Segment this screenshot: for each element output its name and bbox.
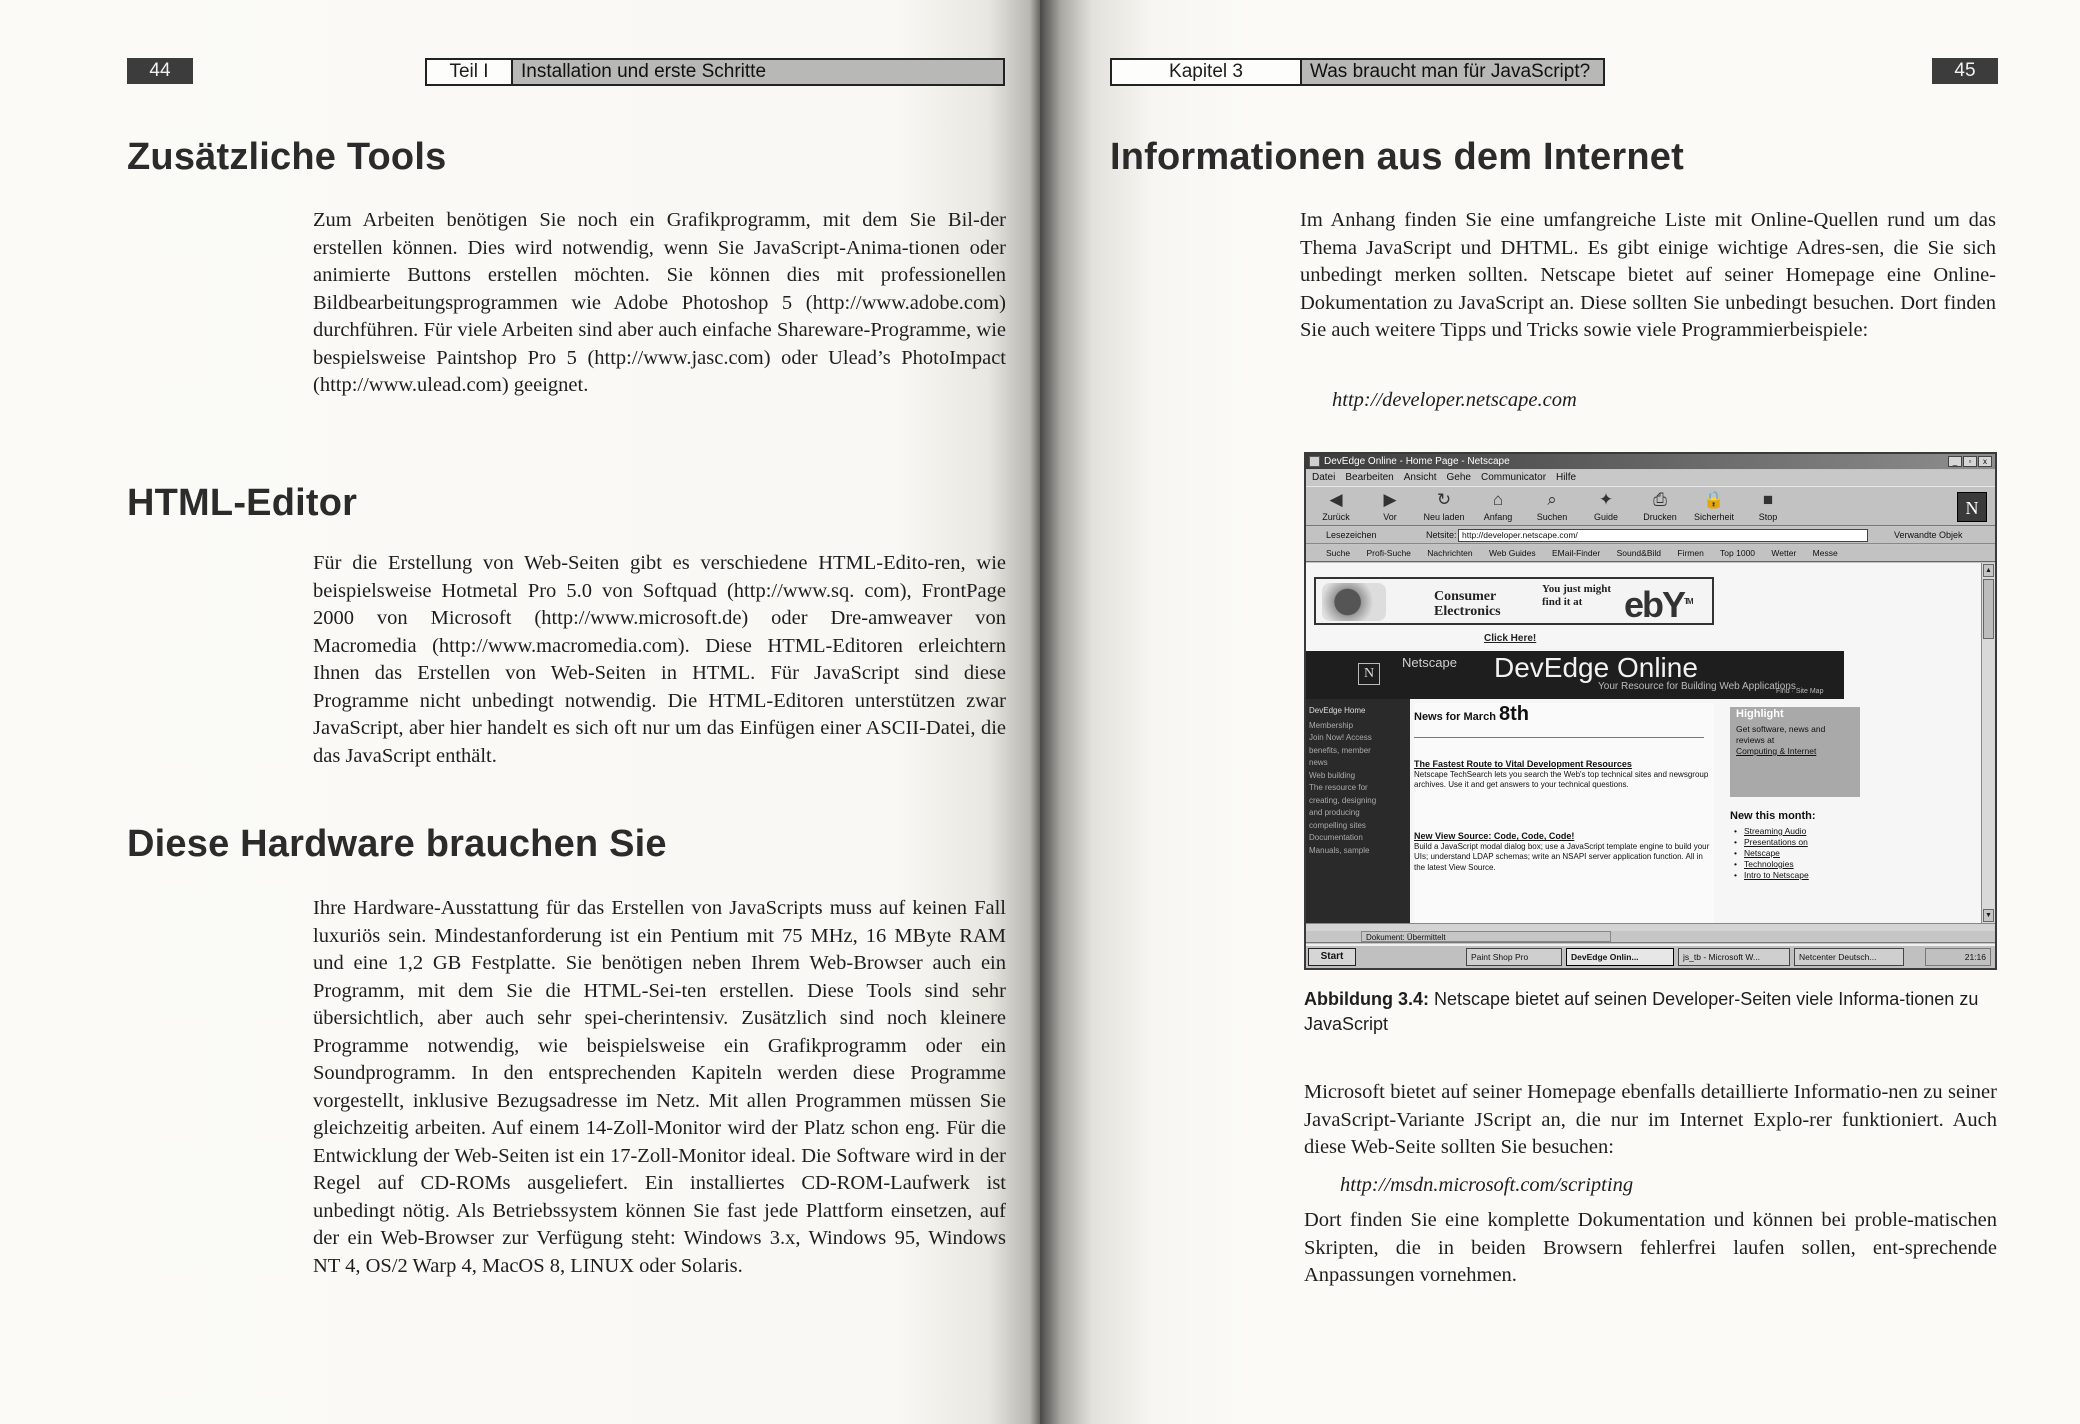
- paragraph: Zum Arbeiten benötigen Sie noch ein Grafikprogramm, mit dem Sie Bil-der erstellen können. Dies wird notwendig, wenn Sie JavaScript-Anima-tionen oder animierte Buttons erstellen möchten. Sie können dies mit professionellen Bildbearbeitungsprogrammen wie Adobe Photoshop 5 (http://www.adobe.com) durchführen. Für viele Arbeiten sind aber auch einfache Shareware-Programme, wie bespielsweise Paintshop Pro 5 (http://www.jasc.com) oder Ulead’s PhotoImpact (http://www.ulead.com) geeignet.: [313, 209, 1006, 396]
- news-heading: [1414, 703, 1529, 725]
- vertical-scrollbar: [1981, 563, 1995, 923]
- status-bar: [1306, 931, 1995, 943]
- article: [1414, 759, 1714, 791]
- home-icon: ⌂: [1492, 490, 1504, 509]
- horizontal-scrollbar: [1306, 923, 1995, 931]
- toolbar-label: Suchen: [1536, 512, 1568, 522]
- toolbar-label: Sicherheit: [1693, 512, 1735, 522]
- section-heading: Informationen aus dem Internet: [1110, 136, 1684, 178]
- menu-item: Communicator: [1481, 472, 1547, 483]
- taskbar-item-active: DevEdge Onlin...: [1566, 948, 1674, 966]
- running-head-title: Was braucht man für JavaScript?: [1302, 60, 1603, 84]
- banner-title: DevEdge Online: [1494, 652, 1698, 683]
- list-item: • Streaming Audio: [1734, 826, 1880, 837]
- running-head-part: Teil I: [427, 60, 513, 84]
- ad-tagline: You just might find it at: [1542, 583, 1612, 608]
- banner-tagline: Your Resource for Building Web Applications: [1598, 681, 1796, 692]
- toolbar-button-search: [1526, 490, 1578, 522]
- link-item: Wetter: [1771, 548, 1797, 558]
- figure-browser-screenshot: [1304, 452, 1997, 970]
- forward-arrow-icon: ▶: [1383, 490, 1397, 509]
- ad-headline: [1434, 589, 1501, 619]
- banner-netscape: Netscape: [1402, 655, 1457, 670]
- windows-taskbar: [1306, 944, 1995, 968]
- minimize-icon: _: [1948, 456, 1962, 467]
- section-heading: Diese Hardware brauchen Sie: [127, 823, 667, 865]
- reload-icon: ↻: [1436, 490, 1452, 509]
- running-head: [425, 58, 1005, 86]
- sidebar-item: Manuals, sample: [1309, 845, 1370, 855]
- link-item: Nachrichten: [1427, 548, 1473, 558]
- taskbar-clock: 21:16: [1925, 948, 1991, 966]
- sidebar-item: DevEdge Home: [1309, 706, 1366, 715]
- location-label: Netsite:: [1426, 530, 1457, 540]
- bookmarks-button: Lesezeichen: [1326, 530, 1377, 540]
- sidebar-item: news: [1309, 758, 1328, 767]
- highlight-box: [1730, 707, 1860, 797]
- toolbar-label: Stop: [1758, 512, 1778, 522]
- menu-item: Gehe: [1446, 472, 1471, 483]
- taskbar-item: js_tb - Microsoft W...: [1678, 948, 1790, 966]
- toolbar-label: Drucken: [1643, 512, 1677, 522]
- news-day: 8th: [1498, 703, 1529, 725]
- toolbar-label: Neu laden: [1423, 512, 1465, 522]
- list-item: • Intro to Netscape: [1734, 870, 1880, 881]
- sidebar-item: benefits, member: [1309, 745, 1371, 755]
- highlight-column: [1730, 707, 1880, 923]
- link-item: Suche: [1326, 548, 1351, 558]
- window-buttons: [1948, 456, 1992, 467]
- sidebar-item: creating, designing: [1309, 795, 1377, 805]
- link-item: EMail-Finder: [1552, 548, 1601, 558]
- toolbar-label: Guide: [1593, 512, 1619, 522]
- toolbar-button-guide: [1580, 490, 1632, 522]
- personal-toolbar: [1306, 545, 1995, 562]
- caption-label: Abbildung 3.4:: [1304, 989, 1429, 1009]
- news-column: [1414, 703, 1714, 923]
- sidebar-item: The resource for: [1309, 783, 1368, 792]
- trademark: TM: [1684, 597, 1692, 606]
- ad-line: Consumer: [1434, 589, 1497, 604]
- running-head: [1110, 58, 1605, 86]
- list-item: • Presentations on: [1734, 837, 1880, 848]
- site-sidebar: [1306, 699, 1410, 923]
- paragraph: Im Anhang finden Sie eine umfangreiche Liste mit Online-Quellen rund um das Thema JavaScript und DHTML. Es gibt einige wichtige Adres-sen, die Sie sich unbedingt merken sollten. Netscape bietet auf seiner Homepage eine Online-Dokumentation zu JavaScript an. Diese sollten Sie unbedingt besuchen. Dort finden Sie auch weitere Tipps und Tricks sowie viele Programmierbeispiele:: [1300, 209, 1996, 341]
- highlight-link: Computing & Internet: [1736, 746, 1817, 756]
- toolbar-button-reload: [1418, 490, 1470, 522]
- search-icon: ⌕: [1547, 490, 1557, 509]
- section-heading: Zusätzliche Tools: [127, 136, 447, 178]
- stop-icon: ■: [1762, 490, 1774, 509]
- toolbar-label: Anfang: [1483, 512, 1513, 522]
- toolbar-label: Vor: [1383, 512, 1397, 522]
- browser-toolbar: [1306, 486, 1995, 526]
- article-body: Netscape TechSearch lets you search the Web's top technical sites and newsgroup archives. Use it and get answers to your technical questions.: [1414, 769, 1709, 789]
- close-icon: x: [1978, 456, 1992, 467]
- sidebar-item: compelling sites: [1309, 820, 1366, 830]
- sidebar-item: Documentation: [1309, 833, 1363, 842]
- highlight-title: Highlight: [1736, 708, 1784, 720]
- browser-titlebar: [1306, 454, 1995, 469]
- ad-line: Electronics: [1434, 604, 1501, 619]
- menu-item: Ansicht: [1403, 472, 1437, 483]
- guide-icon: ✦: [1598, 490, 1614, 509]
- list-item: • Technologies: [1734, 859, 1880, 870]
- devedge-banner: [1306, 651, 1844, 699]
- menu-item: Hilfe: [1556, 472, 1577, 483]
- scroll-up-icon: ▲: [1983, 564, 1994, 577]
- sidebar-item: and producing: [1309, 808, 1360, 817]
- toolbar-button-print: [1634, 490, 1686, 522]
- browser-menubar: [1306, 470, 1995, 485]
- link-item: Profi-Suche: [1366, 548, 1411, 558]
- article: [1414, 831, 1714, 873]
- article-title: The Fastest Route to Vital Development Resources: [1414, 759, 1632, 769]
- netscape-logo: N: [1957, 492, 1987, 522]
- camera-image: [1322, 583, 1386, 621]
- scroll-down-icon: ▼: [1983, 909, 1994, 922]
- toolbar-button-stop: [1742, 490, 1794, 522]
- highlight-body: Get software, news and reviews at: [1736, 724, 1826, 745]
- link-item: Top 1000: [1720, 548, 1756, 558]
- running-head-part: Kapitel 3: [1112, 60, 1302, 84]
- print-icon: ⎙: [1653, 490, 1667, 509]
- list-item: • Netscape: [1734, 848, 1880, 859]
- status-text: Dokument: Übermittelt: [1361, 931, 1611, 942]
- toolbar-button-home: [1472, 490, 1524, 522]
- start-button: Start: [1308, 948, 1356, 966]
- toolbar-button-security: [1688, 490, 1740, 522]
- link-item: Web Guides: [1489, 548, 1536, 558]
- menu-item: Datei: [1312, 472, 1336, 483]
- sidebar-item: Join Now! Access: [1309, 733, 1372, 742]
- toolbar-button-forward: [1364, 490, 1416, 522]
- address-field: http://developer.netscape.com/: [1458, 529, 1868, 542]
- sidebar-item: Membership: [1309, 720, 1354, 730]
- link-item: Sound&Bild: [1616, 548, 1661, 558]
- article-title: New View Source: Code, Code, Code!: [1414, 831, 1575, 841]
- menu-item: Bearbeiten: [1345, 472, 1394, 483]
- link-item: Messe: [1812, 548, 1838, 558]
- caption-text: Netscape bietet auf seinen Developer-Seiten viele Informa-tionen zu JavaScript: [1304, 989, 1979, 1034]
- new-this-month-list: [1730, 826, 1880, 881]
- figure-caption: [1304, 987, 2024, 1037]
- scroll-thumb: [1983, 579, 1994, 639]
- paragraph: Ihre Hardware-Ausstattung für das Erstellen von JavaScripts muss auf keinen Fall luxuriös sein. Mindestanforderung ist ein Pentium mit 75 MHz, 16 MByte RAM und eine 1,2 GB Festplatte. Sie benötigen neben Ihrem Web-Browser auch ein Programm, mit dem Sie die HTML-Sei-ten erstellen. Diese Tools sind sehr übersichtlich, aber auch sehr spei-cherintensiv. Zusätzlich sind noch kleinere Programme notwendig, wie beispielsweise ein Grafikprogramm oder ein Soundprogramm. In den entsprechenden Kapiteln werden diese Programme vorgestellt, inklusive Bezugsadresse im Netz. Mit allen Programmen müssen Sie gleichzeitig arbeiten. Auf einem 14-Zoll-Monitor wird der Platz schon eng. Für die Entwicklung der Web-Seiten ist ein 17-Zoll-Monitor ideal. Die Software wird in der Regel auf CD-ROMs ausgeliefert. Ein installiertes CD-ROM-Laufwerk ist unbedingt nötig. Als Betriebssystem können Sie fast jede Plattform einsetzen, auf der ein Web-Browser zur Verfügung steht: Windows 3.x, Windows 95, Windows NT 4, OS/2 Warp 4, MacOS 8, LINUX oder Solaris.: [313, 897, 1006, 1277]
- netscape-window-icon: [1309, 456, 1320, 467]
- link-item: Firmen: [1677, 548, 1704, 558]
- browser-content: [1306, 563, 1982, 923]
- paragraph: Microsoft bietet auf seiner Homepage ebenfalls detaillierte Informatio-nen zu seiner JavaScript-Variante JScript an, die nur im Internet Explo-rer funktioniert. Auch diese Web-Seite sollten Sie besuchen:: [1304, 1081, 1997, 1158]
- page-number: 45: [1932, 58, 1998, 84]
- paragraph: Dort finden Sie eine komplette Dokumentation und können bei proble-matischen Skripten, die in beiden Browsern fehlerfrei laufen sollen, ent-sprechende Anpassungen vornehmen.: [1304, 1209, 1997, 1286]
- netscape-n-icon: N: [1358, 663, 1380, 685]
- banner-find: Find · Site Map: [1776, 688, 1824, 695]
- new-this-month-heading: New this month:: [1730, 810, 1816, 822]
- taskbar-item: Paint Shop Pro: [1466, 948, 1562, 966]
- ebay-wordmark: ebY: [1624, 584, 1685, 625]
- taskbar-item: Netcenter Deutsch...: [1794, 948, 1904, 966]
- toolbar-button-back: [1310, 490, 1362, 522]
- page-number: 44: [127, 58, 193, 84]
- running-head-title: Installation und erste Schritte: [513, 60, 1003, 84]
- location-bar: [1306, 527, 1995, 544]
- section-heading: HTML-Editor: [127, 482, 358, 524]
- maximize-icon: ▫: [1963, 456, 1977, 467]
- lock-icon: 🔒: [1703, 490, 1725, 509]
- window-title: DevEdge Online - Home Page - Netscape: [1324, 456, 1510, 467]
- article-body: Build a JavaScript modal dialog box; use a JavaScript template engine to build your UIs; understand LDAP schemas; write an NSAPI server application function. All in the latest View Source.: [1414, 841, 1710, 872]
- toolbar-label: Zurück: [1322, 512, 1350, 522]
- ebay-ad-banner: [1314, 577, 1714, 625]
- related-button: Verwandte Objek: [1894, 530, 1963, 540]
- divider: [1414, 737, 1704, 738]
- ebay-logo: [1624, 581, 1692, 626]
- url: http://developer.netscape.com: [1332, 389, 1577, 411]
- sidebar-item: Web building: [1309, 770, 1356, 780]
- news-prefix: News for March: [1414, 711, 1496, 723]
- paragraph: Für die Erstellung von Web-Seiten gibt es verschiedene HTML-Edito-ren, wie beispielsweise Hotmetal Pro 5.0 von Softquad (http://www.sq. com), FrontPage 2000 von Microsoft (http://www.microsoft.de) oder Dre-amweaver von Macromedia (http://www.macromedia.com). Diese HTML-Editoren erleichtern Ihnen das Erstellen von Web-Seiten in HTML. Für JavaScript sind diese Programme nicht unbedingt notwendig. Die HTML-Editoren unterstützen zwar JavaScript, aber hier handelt es sich oft nur um das Einfügen einer ASCII-Datei, die das JavaScript enthält.: [313, 552, 1006, 767]
- url: http://msdn.microsoft.com/scripting: [1340, 1174, 1634, 1196]
- ad-link: Click Here!: [1484, 633, 1537, 644]
- back-arrow-icon: ◀: [1329, 490, 1343, 509]
